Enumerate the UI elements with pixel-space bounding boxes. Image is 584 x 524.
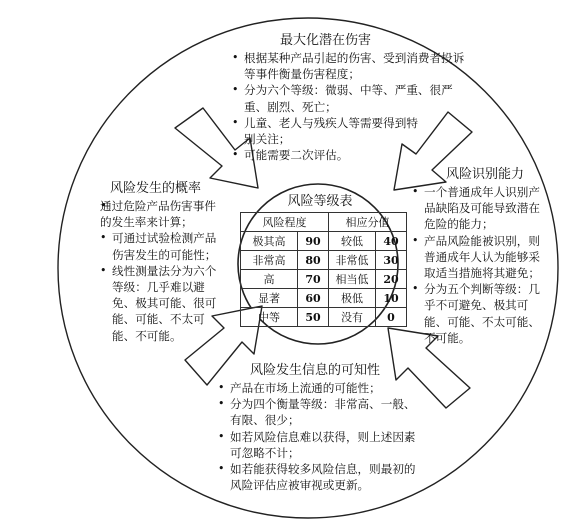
table-cell: 60 bbox=[298, 289, 329, 308]
bottom-title: 风险发生信息的可知性 bbox=[250, 363, 381, 378]
bottom-item: • 如若能获得较多风险信息，则最初的风险评估应被审视或更新。 bbox=[218, 461, 426, 493]
risk-level-table bbox=[240, 212, 407, 327]
table-row bbox=[241, 308, 407, 327]
table-row bbox=[241, 251, 407, 270]
table-cell: 50 bbox=[298, 308, 329, 327]
table-cell: 高 bbox=[241, 270, 298, 289]
right-item: • 一个普通成年人识别产品缺陷及可能导致潜在危险的能力； bbox=[412, 184, 550, 233]
left-block bbox=[100, 180, 224, 344]
left-item: • 线性测量法分为六个等级：几乎难以避免、极其可能、很可能、可能、不太可能、不可能。 bbox=[100, 263, 224, 344]
right-item: • 分为五个判断等级：几乎不可避免、极其可能、可能、不太可能、不可能。 bbox=[412, 281, 550, 346]
right-block bbox=[412, 166, 550, 346]
table-header: 相应分值 bbox=[329, 213, 407, 232]
table-cell: 显著 bbox=[241, 289, 298, 308]
top-item: • 分为六个等级：微弱、中等、严重、很严重、剧烈、死亡； bbox=[232, 82, 468, 114]
table-header-row bbox=[241, 213, 407, 232]
table-cell: 20 bbox=[376, 270, 407, 289]
table-cell: 没有 bbox=[329, 308, 376, 327]
bottom-block bbox=[218, 362, 426, 493]
table-cell: 40 bbox=[376, 232, 407, 251]
bottom-item: • 产品在市场上流通的可能性； bbox=[218, 380, 426, 396]
right-title: 风险识别能力 bbox=[446, 167, 525, 182]
top-title: 最大化潜在伤害 bbox=[280, 33, 372, 48]
table-cell: 极低 bbox=[329, 289, 376, 308]
table-cell: 10 bbox=[376, 289, 407, 308]
table-title: 风险等级表 bbox=[287, 194, 353, 209]
table-cell: 非常低 bbox=[329, 251, 376, 270]
table-cell: 中等 bbox=[241, 308, 298, 327]
table-cell: 80 bbox=[298, 251, 329, 270]
table-cell: 非常高 bbox=[241, 251, 298, 270]
bottom-item: • 分为四个衡量等级：非常高、一般、有限、很少； bbox=[218, 396, 426, 428]
table-row bbox=[241, 270, 407, 289]
table-header: 风险程度 bbox=[241, 213, 329, 232]
table-row bbox=[241, 289, 407, 308]
table-cell: 极其高 bbox=[241, 232, 298, 251]
bottom-item: • 如若风险信息难以获得，则上述因素可忽略不计； bbox=[218, 429, 426, 461]
left-item: • 通过危险产品伤害事件的发生率来计算； bbox=[100, 198, 224, 230]
table-cell: 90 bbox=[298, 232, 329, 251]
table-cell: 相当低 bbox=[329, 270, 376, 289]
table-cell: 0 bbox=[376, 308, 407, 327]
top-block bbox=[232, 32, 468, 163]
table-cell: 较低 bbox=[329, 232, 376, 251]
table-cell: 70 bbox=[298, 270, 329, 289]
left-item: • 可通过试验检测产品伤害发生的可能性； bbox=[100, 230, 224, 262]
top-item: • 儿童、老人与残疾人等需要得到特别关注； bbox=[232, 115, 422, 147]
table-cell: 30 bbox=[376, 251, 407, 270]
left-title: 风险发生的概率 bbox=[110, 181, 202, 196]
top-item: • 根据某种产品引起的伤害、受到消费者投诉等事件衡量伤害程度； bbox=[232, 50, 468, 82]
right-item: • 产品风险能被识别，则普通成年人认为能够采取适当措施将其避免； bbox=[412, 233, 550, 282]
table-row bbox=[241, 232, 407, 251]
top-item: • 可能需要二次评估。 bbox=[232, 147, 468, 163]
